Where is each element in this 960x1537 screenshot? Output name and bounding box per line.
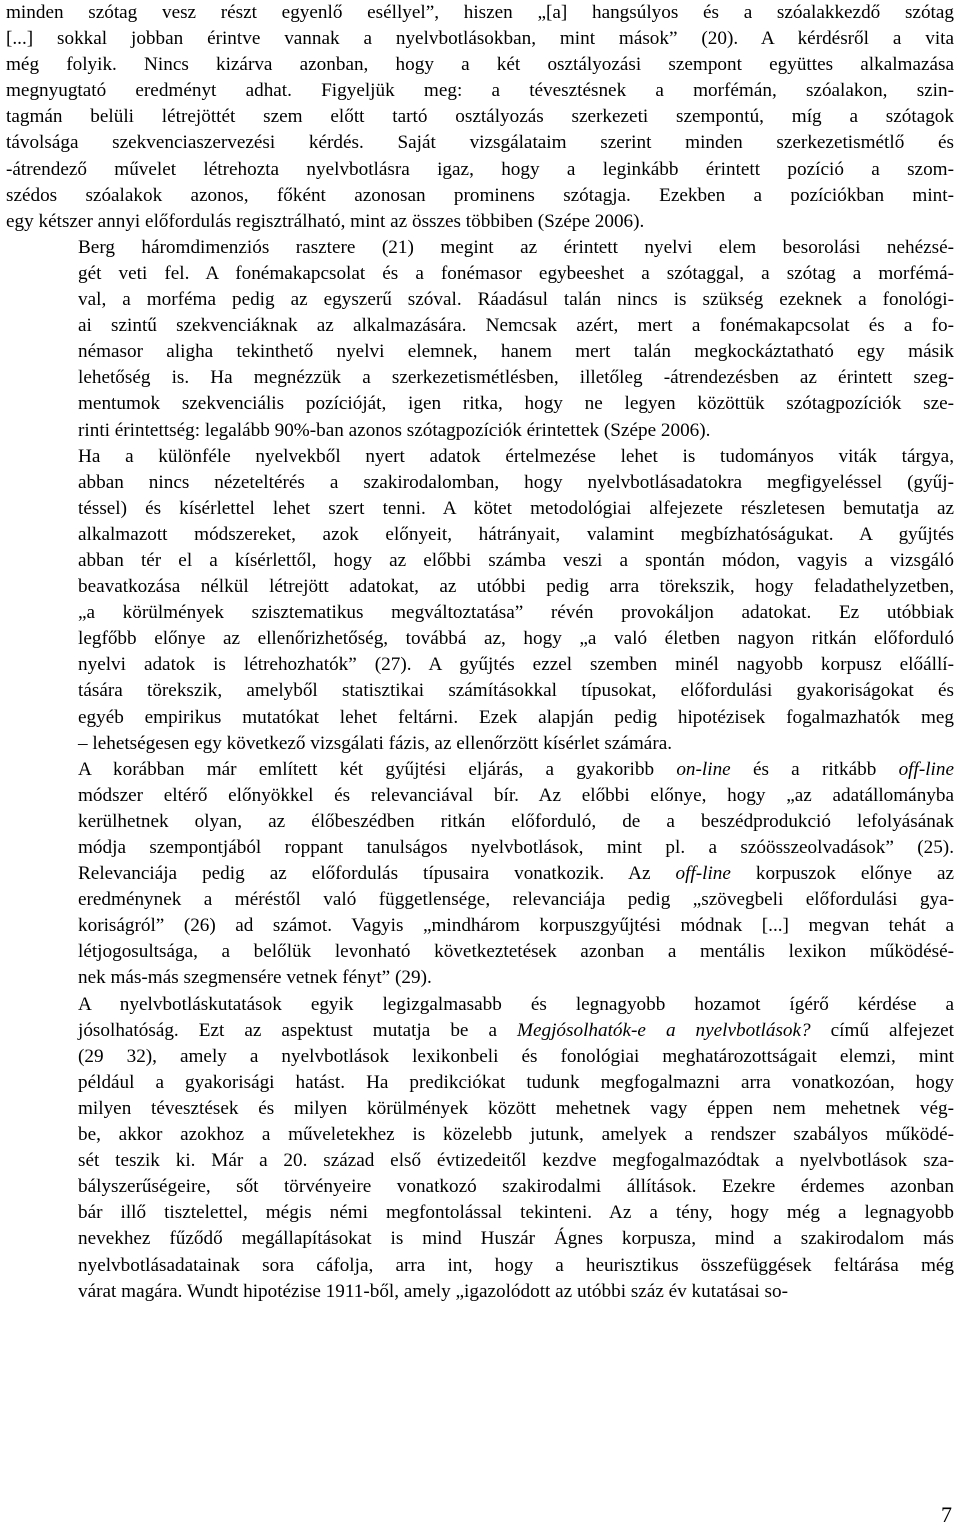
text-line: egy kétszer annyi előfordulás regisztrálható, mint az összes többiben (Szépe 2006). bbox=[6, 210, 645, 232]
text-line: némasor aligha tekinthető nyelvi elemnek, hanem mert talán megkockáztatható egy másik bbox=[78, 341, 954, 363]
text-line: téssel) és kísérlettel lehet szert tenni. A kötet metodológiai alfejezete részletesen bemutatja az bbox=[78, 497, 954, 519]
text-line: Relevanciája pedig az előfordulás típusaira vonatkozik. Az off-line korpuszok előnye az bbox=[78, 863, 954, 885]
text-line: mentumok szekvenciális pozícióját, igen ritka, hogy ne legyen közöttük szótagpozíciók sze- bbox=[78, 393, 954, 415]
text-line: lehetőség is. Ha megnézzük a szerkezetismétlésben, illetőleg -átrendezésben az érintett szeg- bbox=[78, 367, 954, 389]
text-line: távolsága szekvenciaszervezési kérdés. Saját vizsgálataim szerint minden szerkezetismétlő és bbox=[6, 132, 954, 154]
text-line: val, a morféma pedig az egyszerű szóval. Ráadásul talán nincs is szükség ezeknek a fonológi- bbox=[78, 289, 954, 311]
text-line: alkalmazott módszereket, azok előnyeit, hátrányait, valamint megbízhatóságukat. A gyűjtés bbox=[78, 523, 954, 545]
text-line: nyelvi adatok is létrehozhatók” (27). A gyűjtés ezzel szemben minél nagyobb korpusz előállí- bbox=[78, 654, 954, 676]
text-line: Berg háromdimenziós rasztere (21) megint az érintett nyelvi elem besorolási nehézsé- bbox=[78, 236, 954, 258]
text-line: koriságról” (26) ad számot. Vagyis „mindhárom korpuszgyűjtési módnak [...] megvan tehát a bbox=[78, 915, 954, 937]
text-line: – lehetségesen egy következő vizsgálati fázis, az ellenőrzött kísérlet számára. bbox=[78, 732, 673, 754]
text-line: módszer eltérő előnyökkel és relevanciával bír. Az előbbi előnye, hogy „az adatállományba bbox=[78, 784, 954, 806]
text-line: abban tér el a kísérlettől, hogy az előbbi számba veszi a spontán módon, vagyis a vizsgáló bbox=[78, 549, 954, 571]
text-line: A korábban már említett két gyűjtési eljárás, a gyakoribb on-line és a ritkább off-line bbox=[78, 758, 954, 780]
text-line: bár illő tisztelettel, mégis némi megfontolással tekinteni. Az a tény, hogy még a legnagyobb bbox=[78, 1202, 954, 1224]
text-line: várat magára. Wundt hipotézise 1911-ből, amely „igazolódott az utóbbi száz év kutatásai so- bbox=[78, 1280, 788, 1302]
text-line: -átrendező művelet létrehozta nyelvbotlásra igaz, hogy a leginkább érintett pozíció a szom- bbox=[6, 158, 954, 180]
text-line: abban nincs nézeteltérés a szakirodalomban, hogy nyelvbotlásadatokra megfigyeléssel (gyűj- bbox=[78, 471, 954, 493]
text-line: gét veti fel. A fonémakapcsolat és a fonémasor egybeeshet a szótaggal, a szótag a morfémá- bbox=[78, 262, 954, 284]
text-line: még folyik. Nincs kizárva azonban, hogy a két osztályozási szempont együttes alkalmazása bbox=[6, 54, 954, 76]
text-line: „a körülmények szisztematikus megváltoztatása” révén provokáljon adatokat. Ez utóbbiak bbox=[78, 602, 954, 624]
text-line: egyéb empirikus mutatókat lehet feltárni. Ezek alapján pedig hipotézisek fogalmazhatók meg bbox=[78, 706, 954, 728]
text-line: bályszerűségeire, sőt törvényeire vonatkozó szakirodalmi állítások. Ezekre érdemes azonban bbox=[78, 1176, 954, 1198]
text-line: nyelvbotlásadatainak sora cáfolja, arra int, hogy a heurisztikus összefüggések feltárása még bbox=[78, 1254, 954, 1276]
text-line: jósolhatóság. Ezt az aspektust mutatja be a Megjósolhatók-e a nyelvbotlások? című alfejezet bbox=[78, 1019, 954, 1041]
text-line: nevekhez fűződő megállapításokat is mind Huszár Ágnes korpusza, mind a szakirodalom más bbox=[78, 1228, 954, 1250]
text-line: nek más-más szegmensére vetnek fényt” (29). bbox=[78, 967, 432, 989]
text-line: például a gyakorisági hatást. Ha predikciókat tudunk megfogalmazni arra vonatkozóan, hogy bbox=[78, 1071, 954, 1093]
text-line: szédos szóalakok azonos, főként azonosan prominens szótagja. Ezekben a pozíciókban mint- bbox=[6, 184, 954, 206]
paragraph-4 bbox=[6, 757, 954, 992]
paragraph-2 bbox=[6, 235, 954, 444]
paragraph-1 bbox=[6, 0, 954, 235]
text-line: létjogosultsága, a belőlük levonható következtetések azonban a mentális lexikon működésé- bbox=[78, 941, 954, 963]
text-line: tására törekszik, amelyből statisztikai számításokkal típusokat, előfordulási gyakoriságokat és bbox=[78, 680, 954, 702]
text-line: ai szintű szekvenciáknak az alkalmazására. Nemcsak azért, mert a fonémakapcsolat és a fo- bbox=[78, 315, 954, 337]
text-line: be, akkor azokhoz a műveletekhez is közelebb jutunk, amelyek a rendszer szabályos működé- bbox=[78, 1124, 954, 1146]
text-line: minden szótag vesz részt egyenlő eséllyel”, hiszen „[a] hangsúlyos és a szóalakkezdő szótag bbox=[6, 2, 954, 23]
text-line: legfőbb előnye az ellenőrizhetőség, továbbá az, hogy „a való életben nagyon ritkán előforduló bbox=[78, 628, 954, 650]
text-line: rinti érintettség: legalább 90%-ban azonos szótagpozíciók érintettek (Szépe 2006). bbox=[78, 419, 711, 441]
text-line: eredménynek a méréstől való függetlensége, relevanciája pedig „szövegbeli előfordulási gya- bbox=[78, 889, 954, 911]
text-line: megnyugtató eredményt adhat. Figyeljük meg: a tévesztésnek a morfémán, szóalakon, szin- bbox=[6, 80, 954, 102]
text-line: tagmán belüli létrejöttét szem előtt tartó osztályozás szerkezeti szempontú, míg a szótagok bbox=[6, 106, 954, 128]
document-page bbox=[6, 0, 954, 1305]
text-line: (29 32), amely a nyelvbotlások lexikonbeli és fonológiai meghatározottságait elemzi, mint bbox=[78, 1045, 954, 1067]
text-line: beavatkozása nélkül létrejött adatokat, az utóbbi pedig arra törekszik, hogy feladathelyzetben, bbox=[78, 576, 954, 598]
text-line: milyen tévesztések és milyen körülmények között mehetnek vagy éppen nem mehetnek vég- bbox=[78, 1097, 954, 1119]
text-line: sét teszik ki. Már a 20. század első évtizedeitől kezdve megfogalmazódtak a nyelvbotlások sza- bbox=[78, 1150, 954, 1172]
text-line: Ha a különféle nyelvekből nyert adatok értelmezése lehet is tudományos viták tárgya, bbox=[78, 445, 954, 467]
text-line: módja szempontjából roppant tanulságos nyelvbotlások, mint pl. a szóösszeolvadások” (25). bbox=[78, 837, 954, 858]
text-line: A nyelvbotláskutatások egyik legizgalmasabb és legnagyobb hozamot ígérő kérdése a bbox=[78, 993, 954, 1015]
text-line: kerülhetnek olyan, az élőbeszédben ritkán előforduló, de a beszédprodukció lefolyásának bbox=[78, 810, 954, 832]
text-line: [...] sokkal jobban érintve vannak a nyelvbotlásokban, mint mások” (20). A kérdésről a vita bbox=[6, 28, 954, 50]
paragraph-3 bbox=[6, 444, 954, 757]
paragraph-5 bbox=[6, 992, 954, 1305]
page-number: 7 bbox=[941, 1502, 952, 1527]
